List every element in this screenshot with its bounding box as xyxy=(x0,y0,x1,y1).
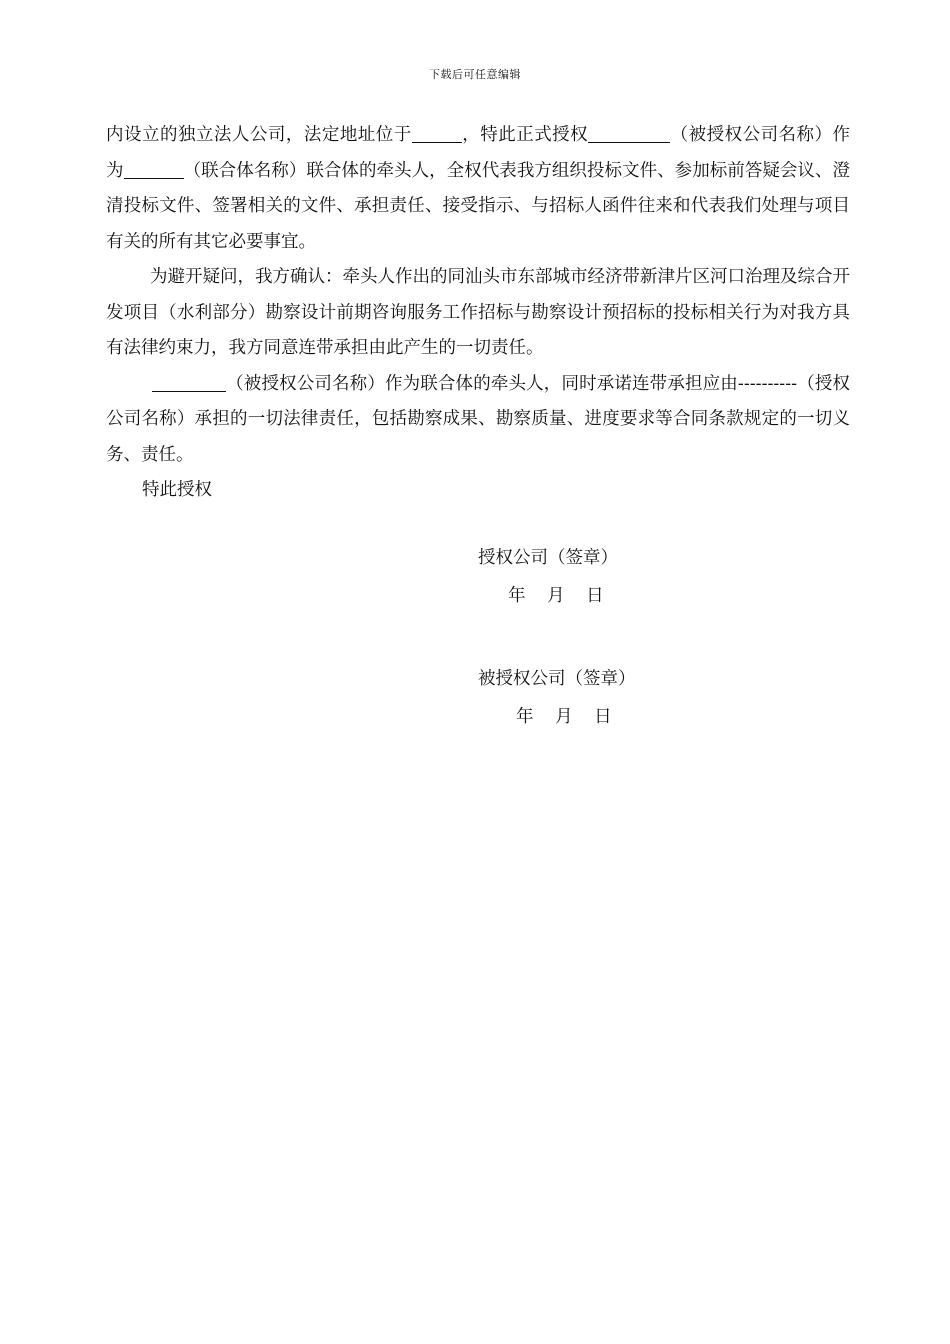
document-body xyxy=(106,118,850,509)
paragraph-confirmation: 为避开疑问，我方确认：牵头人作出的同汕头市东部城市经济带新津片区河口治理及综合开发项目（水利部分）勘察设计前期咨询服务工作招标与勘察设计预招标的投标相关行为对我方具有法律约束力，我方同意连带承担由此产生的一切责任。 xyxy=(106,267,850,358)
paragraph-commitment xyxy=(106,367,850,474)
text-segment: （被授权公司名称）作为 xyxy=(106,125,851,181)
text-segment: （被授权公司名称）作为联合体的牵头人，同时承诺连带承担应由----------（授权公司名称）承担的一切法律责任，包括勘察成果、勘察质量、进度要求等合同条款规定的一切义务、责任。 xyxy=(106,373,850,465)
page-header-note: 下载后可任意编辑 xyxy=(429,68,521,81)
leader-company-blank xyxy=(152,371,226,392)
address-blank xyxy=(412,122,462,143)
text-segment: ，特此正式授权 xyxy=(461,125,589,145)
authorized-date-label: 年 月 日 xyxy=(516,707,620,727)
authorized-company-blank xyxy=(588,122,670,143)
authorizer-signature-label: 授权公司（签章） xyxy=(478,548,618,568)
authorized-signature-label: 被授权公司（签章） xyxy=(478,669,636,689)
text-segment: 内设立的独立法人公司，法定地址位于 xyxy=(106,125,412,145)
consortium-name-blank xyxy=(124,158,184,179)
closing-statement: 特此授权 xyxy=(142,480,212,500)
authorizer-date-label: 年 月 日 xyxy=(508,586,612,606)
paragraph-authorization xyxy=(106,118,850,260)
text-segment: （联合体名称）联合体的牵头人，全权代表我方组织投标文件、参加标前答疑会议、澄清投标文件、签署相关的文件、承担责任、接受指示、与招标人函件往来和代表我们处理与项目有关的所有其它必要事宜。 xyxy=(106,160,851,252)
